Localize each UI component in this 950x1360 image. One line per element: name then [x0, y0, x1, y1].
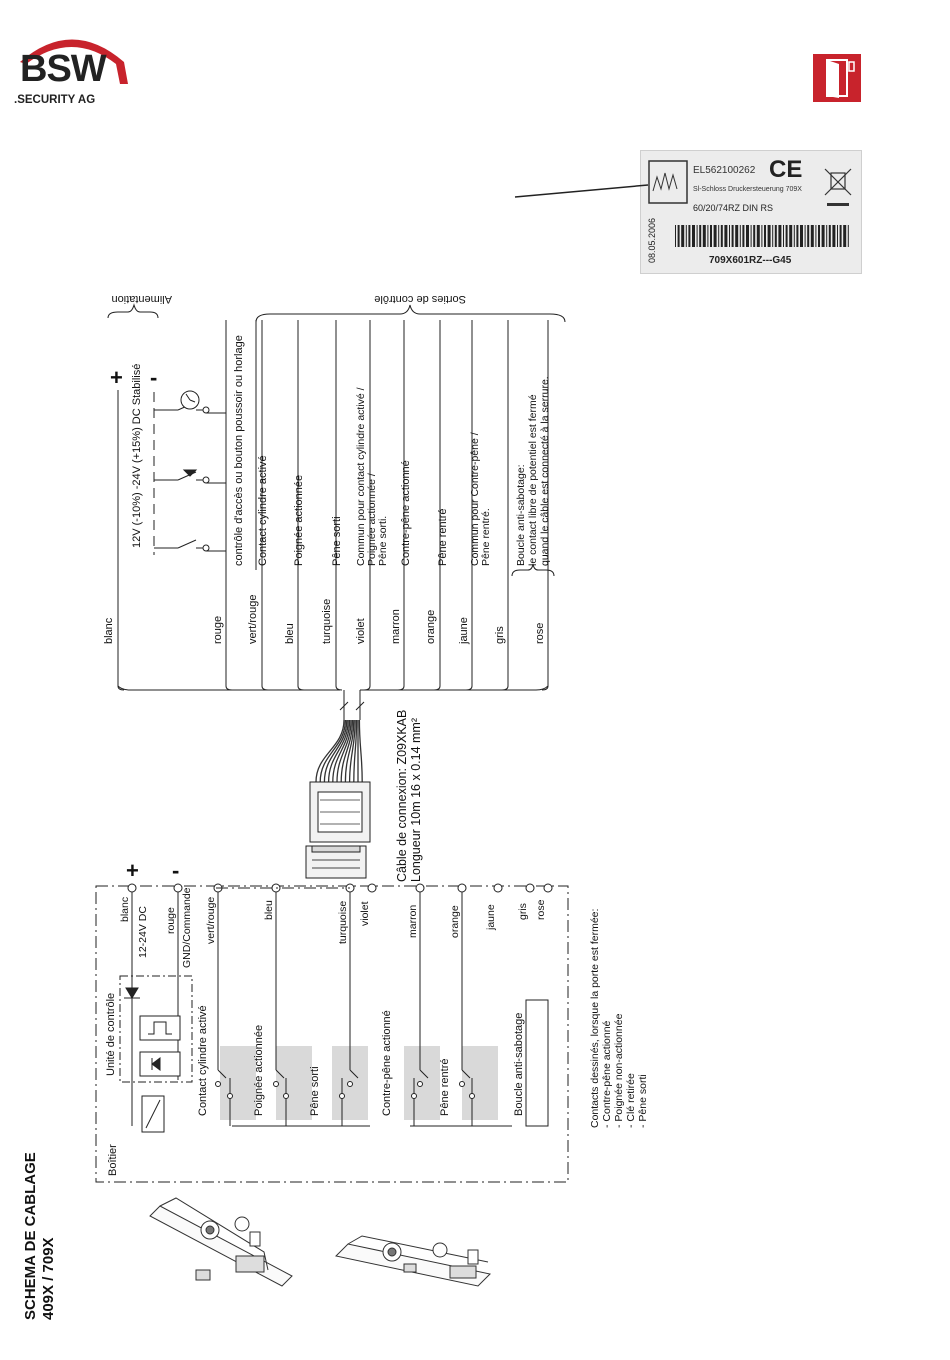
- connector-female: [306, 846, 366, 878]
- terminal-6: [416, 884, 424, 892]
- desc-violet-2: Poignée actionnée /: [366, 473, 378, 566]
- plus-sign-bottom: +: [126, 858, 139, 883]
- desc-bleu: Poignée actionnée: [293, 474, 305, 566]
- cable-fan: [316, 720, 362, 782]
- terminal-label-4: turquoise: [337, 900, 349, 944]
- top-wire-label-5: violet: [355, 618, 367, 644]
- page-title: SCHEMA DE CABLAGE 409X / 709X: [22, 1152, 57, 1320]
- minus-sign-bottom: -: [172, 858, 180, 883]
- notes-heading: Contacts dessinés, lorsque la porte est fermée:: [589, 908, 601, 1128]
- desc-orange: Pêne rentré: [437, 508, 449, 566]
- plus-sign-top: +: [110, 365, 123, 390]
- terminal-label-0: blanc: [119, 896, 131, 922]
- contact-label-1: Poignée actionnée: [253, 1024, 265, 1116]
- top-wire-label-10: rose: [534, 622, 546, 644]
- note-item-4: - Pêne sorti: [637, 1074, 649, 1128]
- top-wire-label-4: turquoise: [321, 598, 333, 644]
- desc-violet-1: Commun pour contact cylindre activé /: [355, 387, 367, 566]
- cable-line-1: Câble de connexion: Z09XKAB: [395, 709, 409, 882]
- terminal-0: [128, 884, 136, 892]
- connector-male: [310, 782, 370, 842]
- desc-vert-rouge: Contact cylindre activé: [257, 455, 269, 566]
- cable-line-2: Longueur 10m 16 x 0.14 mm²: [409, 718, 423, 882]
- alimentation-label: Alimentation: [111, 293, 172, 305]
- top-wire-label-6: marron: [390, 609, 402, 644]
- contact-label-2: Pêne sorti: [309, 1066, 321, 1116]
- contact-block-4: [462, 1046, 498, 1120]
- terminal-voltage-label: 12-24V DC: [137, 906, 149, 958]
- desc-jaune-2: Pêne rentré.: [480, 508, 492, 566]
- brand-name: BSW: [20, 48, 106, 90]
- label-code: EL562100262: [693, 165, 756, 176]
- top-wire-label-0: blanc: [103, 617, 115, 644]
- label-description: Sl-Schloss Druckersteuerung 709X: [693, 186, 802, 193]
- boitier-label: Boîtier: [107, 1144, 119, 1176]
- desc-boucle-1: Boucle anti-sabotage:: [515, 464, 527, 566]
- terminal-10: [544, 884, 552, 892]
- top-wire-label-2: vert/rouge: [247, 594, 259, 644]
- lock-drawing-2: [336, 1236, 490, 1286]
- lock-drawing-1: [150, 1198, 292, 1286]
- brace-alimentation: [108, 305, 158, 318]
- ce-mark: CE: [769, 156, 803, 183]
- top-wire-label-9: gris: [494, 626, 506, 644]
- desc-boucle-2: le contact libre de potentiel est fermé: [527, 394, 539, 566]
- contact-label-3: Contre-pêne actionné: [381, 1010, 393, 1116]
- supply-voltage-label: 12V (-10%) -24V (+15%) DC Stabilisé: [131, 363, 143, 548]
- terminal-label-6: marron: [407, 904, 419, 938]
- desc-marron: Contre-pêne actionné: [400, 460, 412, 566]
- note-item-1: - Contre-pêne actionné: [601, 1020, 613, 1128]
- terminal-label-3: bleu: [263, 900, 275, 920]
- terminal-label-2: vert/rouge: [205, 896, 217, 944]
- contact-label-0: Contact cylindre activé: [197, 1005, 209, 1116]
- desc-boucle-3: quand le câble est connecté à la serrure.: [539, 376, 551, 566]
- note-item-2: - Poignée non-actionnée: [613, 1013, 625, 1128]
- label-spec: 60/20/74RZ DIN RS: [693, 203, 774, 213]
- desc-jaune-1: Commun pour Contre-pêne /: [469, 432, 481, 566]
- top-wire-label-1: rouge: [212, 615, 224, 644]
- contact-block-0: [220, 1046, 256, 1120]
- terminal-label-9: gris: [517, 903, 529, 920]
- terminal-gnd-label: GND/Commande: [181, 887, 193, 968]
- terminal-label-1: rouge: [165, 907, 177, 934]
- minus-sign-top: -: [150, 365, 158, 390]
- terminal-label-8: jaune: [485, 904, 497, 930]
- desc-violet-3: Pêne sorti.: [377, 515, 389, 566]
- terminal-9: [526, 884, 534, 892]
- terminal-7: [458, 884, 466, 892]
- note-item-3: - Clé retirée: [625, 1073, 637, 1128]
- control-unit-label: Unité de contrôle: [105, 992, 117, 1076]
- top-wire-label-3: bleu: [284, 623, 296, 644]
- contact-block-1: [276, 1046, 312, 1120]
- label-barcode-text: 709X601RZ---G45: [709, 255, 792, 266]
- desc-rouge: contrôle d'accès ou bouton poussoir ou horlage: [233, 335, 245, 566]
- desc-turquoise: Pêne sorti: [331, 516, 343, 566]
- contact-block-loop: [526, 1000, 548, 1126]
- brace-sorties: [256, 305, 565, 322]
- top-wire-label-8: jaune: [458, 617, 470, 644]
- contact-label-4: Pêne rentré: [439, 1058, 451, 1116]
- sorties-label: Sorties de contrôle: [374, 293, 466, 305]
- terminal-label-5: violet: [359, 901, 371, 926]
- terminal-label-10: rose: [535, 899, 547, 920]
- top-wire-label-7: orange: [425, 609, 437, 644]
- contact-label-5: Boucle anti-sabotage: [513, 1012, 525, 1116]
- terminal-8: [494, 884, 502, 892]
- brand-subtitle: .SECURITY AG: [14, 94, 96, 106]
- terminal-label-7: orange: [449, 905, 461, 938]
- terminal-5: [368, 884, 376, 892]
- label-date: 08.05.2006: [647, 217, 657, 263]
